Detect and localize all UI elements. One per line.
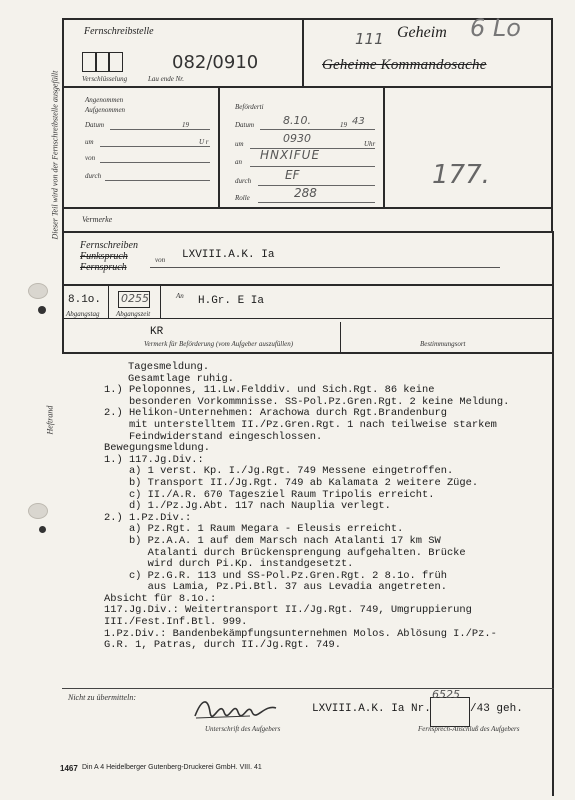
forwarding-datum-value: 8.10.	[283, 114, 311, 127]
fernspruch-label: Fernspruch	[80, 262, 127, 273]
forwarding-rolle-label: Rolle	[235, 194, 250, 202]
bestimmungsort-label: Bestimmungsort	[420, 340, 466, 348]
dispatch-recipient: H.Gr. E Ia	[198, 295, 265, 307]
printer-line: Din A 4 Heidelberger Gutenberg-Druckerei GmbH. VIII. 41	[82, 764, 262, 771]
ref-suffix: /43 geh.	[470, 703, 523, 715]
signature	[190, 694, 280, 724]
message-line: 1.) 117.Jg.Div.:	[104, 453, 204, 466]
forwarding-year-prefix: 19	[340, 121, 347, 129]
message-line: Bewegungsmeldung.	[104, 442, 211, 455]
forwarding-year-value: 43	[352, 116, 365, 127]
dispatch-time: 0255	[121, 292, 149, 305]
side-label-heftrand: Heftrand	[45, 405, 55, 435]
fernschreiben-label: Fernschreiben	[80, 240, 138, 251]
reception-von-label: von	[85, 154, 96, 162]
verschluesselung-label: Verschlüsselung	[82, 75, 128, 83]
message-line: Absicht für 8.1o.:	[104, 592, 217, 605]
serial-number: 082/0910	[172, 52, 259, 73]
punch-hole-bottom	[28, 503, 48, 519]
message-line: G.R. 1, Patras, durch II./Jg.Rgt. 749.	[104, 639, 341, 652]
message-line: mit unterstelltem II./Pz.Gren.Rgt. 1 nach teilweise starkem	[104, 418, 497, 431]
message-line: a) 1 verst. Kp. I./Jg.Rgt. 749 Messene eingetroffen.	[104, 465, 454, 478]
message-line: Atalanti durch Brückensprengung aufgehalten. Brücke	[104, 546, 466, 559]
fernsprech-label: Fernsprech-Anschluß des Aufgebers	[418, 725, 520, 733]
reception-datum-label: Datum	[85, 121, 105, 129]
forwarding-uhr-label: Uhr	[364, 140, 376, 148]
punch-dot	[38, 306, 46, 314]
ref-number-box	[430, 697, 470, 727]
punch-hole-top	[28, 283, 48, 299]
message-line: c) Pz.G.R. 113 und SS-Pol.Pz.Gren.Rgt. 2 8.1o. früh	[104, 569, 447, 582]
message-line: a) Pz.Rgt. 1 Raum Megara - Eleusis erreicht.	[104, 523, 404, 536]
forwarding-an-label: an	[235, 158, 242, 166]
form-number: 1467	[60, 764, 78, 773]
message-line: c) II./A.R. 670 Tagesziel Raum Tripolis erreicht.	[104, 488, 435, 501]
message-line: 117.Jg.Div.: Weitertransport II./Jg.Rgt. 749, Umgruppierung	[104, 604, 472, 617]
forwarding-um-value: 0930	[283, 132, 311, 145]
message-line: 2.) 1.Pz.Div.:	[104, 511, 192, 524]
message-line: wird durch Pi.Kp. instandgesetzt.	[104, 558, 354, 571]
handwritten-marks: 111	[355, 30, 384, 48]
forwarding-number: 177.	[432, 160, 490, 190]
forwarding-rolle-value: 288	[294, 186, 317, 200]
forwarding-an-value: HNXIFUE	[260, 148, 321, 162]
secret-label: Geheim	[397, 24, 447, 41]
side-margin-text: Dieser Teil wird von der Fernschreibstelle ausgefüllt	[50, 70, 60, 240]
laufende-nr-label: Lau ende Nr.	[148, 75, 184, 83]
abgangszeit-label: Abgangszeit	[116, 310, 151, 318]
classification-stamp: Geheime Kommandosache	[322, 57, 487, 73]
message-line: III./Fest.Inf.Btl. 999.	[104, 616, 248, 629]
secret-handwritten-mark: 6 Lo	[470, 14, 521, 42]
reception-year-prefix: 19	[182, 121, 189, 129]
footer-unit: LXVIII.A.K. Ia Nr.	[312, 703, 431, 715]
an-label: An	[176, 292, 184, 300]
sender-value: LXVIII.A.K. Ia	[182, 249, 275, 261]
message-line: Tagesmeldung.	[128, 361, 210, 373]
dispatch-date: 8.1o.	[68, 294, 102, 306]
message-body	[104, 362, 554, 652]
message-line: Feindwiderstand eingeschlossen.	[104, 430, 323, 443]
angenommen-label: Angenommen	[85, 96, 124, 104]
signature-label: Unterschrift des Aufgebers	[205, 725, 281, 733]
reception-durch-label: durch	[85, 172, 102, 180]
sender-von-label: von	[155, 256, 166, 264]
forwarding-durch-label: durch	[235, 177, 252, 185]
aufgenommen-label: Aufgenommen	[85, 106, 126, 114]
message-line: 1.Pz.Div.: Bandenbekämpfungsunternehmen Molos. Ablösung I./Pz.-	[104, 627, 497, 640]
reception-um-label: um	[85, 138, 94, 146]
message-line: b) Transport II./Jg.Rgt. 749 ab Kalamata 2 weitere Züge.	[104, 476, 479, 489]
message-line: aus Lamia, Pz.Pi.Btl. 37 aus Levadia angetreten.	[104, 581, 447, 594]
message-line: besonderen Vorkommnisse. SS-Pol.Pz.Gren.Rgt. 2 keine Meldung.	[104, 395, 510, 408]
message-line: 1.) Peloponnes, 11.Lw.Felddiv. und Sich.Rgt. 86 keine	[104, 384, 435, 397]
reception-uhr-label: U r	[199, 138, 209, 146]
dispatch-vermerk-label: Vermerk für Beförderung (vom Aufgeber auszufüllen)	[144, 340, 294, 348]
befoerdert-label: Beförderti	[235, 103, 264, 111]
forwarding-um-label: um	[235, 140, 244, 148]
message-line: b) Pz.A.A. 1 auf dem Marsch nach Atalanti 17 km SW	[104, 534, 441, 547]
dispatch-priority: KR	[150, 326, 164, 338]
funkspruch-label: Funkspruch	[80, 251, 128, 262]
forwarding-durch-value: EF	[285, 168, 300, 182]
message-line: d) 1./Pz.Jg.Abt. 117 nach Nauplia verlegt.	[104, 500, 391, 513]
nicht-zu-uebermitteln-label: Nicht zu übermitteln:	[68, 693, 136, 702]
ref-number: 6525	[432, 688, 460, 701]
fernschreibstelle-label: Fernschreibstelle	[84, 26, 154, 37]
vermerke-label: Vermerke	[82, 215, 113, 224]
forwarding-datum-label: Datum	[235, 121, 255, 129]
punch-dot	[39, 526, 46, 533]
message-line: 2.) Helikon-Unternehmen: Arachowa durch Rgt.Brandenburg	[104, 407, 447, 420]
message-line: Gesamtlage ruhig.	[128, 372, 235, 385]
abgangstag-label: Abgangstag	[66, 310, 100, 318]
